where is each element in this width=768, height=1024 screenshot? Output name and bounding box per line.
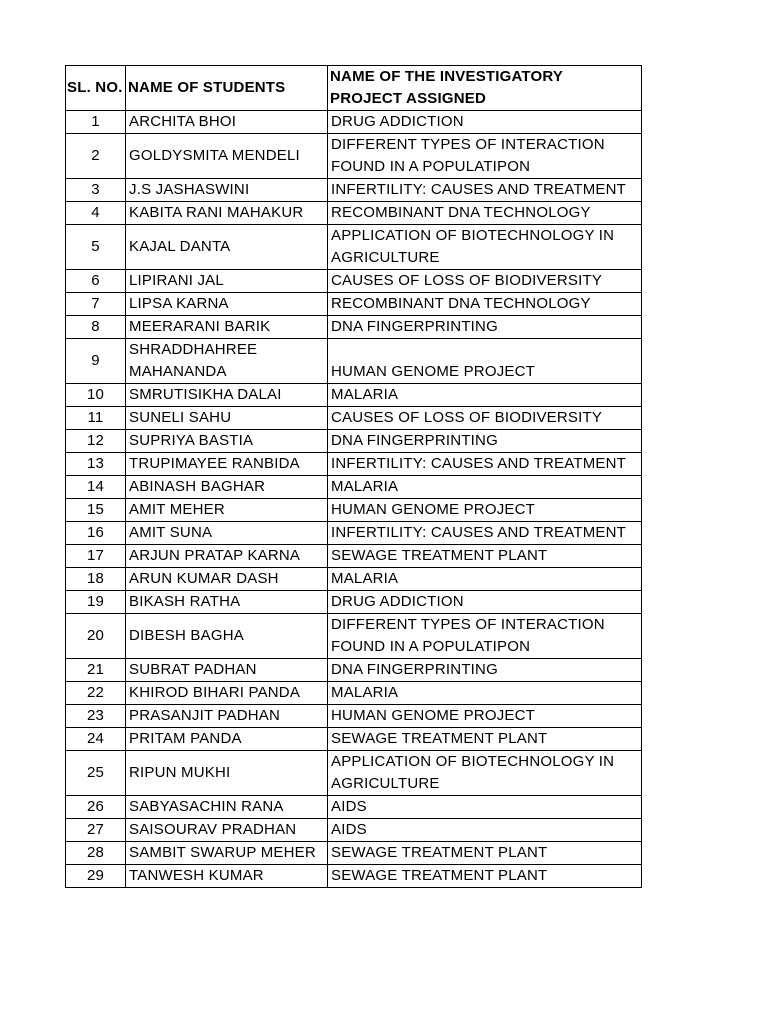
cell-student-name: GOLDYSMITA MENDELI (126, 134, 328, 179)
cell-project-name: DIFFERENT TYPES OF INTERACTION FOUND IN A POPULATIPON (328, 134, 642, 179)
cell-student-name: PRITAM PANDA (126, 728, 328, 751)
cell-student-name: SUBRAT PADHAN (126, 659, 328, 682)
cell-project-name: AIDS (328, 819, 642, 842)
cell-student-name: KAJAL DANTA (126, 225, 328, 270)
table-row (66, 591, 642, 614)
cell-sl-no: 20 (66, 614, 126, 659)
cell-project-name: MALARIA (328, 476, 642, 499)
table-body (66, 111, 642, 888)
cell-student-name: LIPSA KARNA (126, 293, 328, 316)
table-row (66, 453, 642, 476)
header-project-name: NAME OF THE INVESTIGATORY PROJECT ASSIGNED (328, 66, 642, 111)
table-row (66, 865, 642, 888)
cell-student-name: SHRADDHAHREE MAHANANDA (126, 339, 328, 384)
cell-student-name: SUPRIYA BASTIA (126, 430, 328, 453)
cell-student-name: TANWESH KUMAR (126, 865, 328, 888)
table-header (66, 66, 642, 111)
cell-sl-no: 18 (66, 568, 126, 591)
cell-student-name: KABITA RANI MAHAKUR (126, 202, 328, 225)
cell-student-name: MEERARANI BARIK (126, 316, 328, 339)
cell-student-name: AMIT MEHER (126, 499, 328, 522)
project-assignment-table (65, 65, 642, 888)
cell-project-name: AIDS (328, 796, 642, 819)
cell-sl-no: 28 (66, 842, 126, 865)
cell-sl-no: 12 (66, 430, 126, 453)
cell-sl-no: 26 (66, 796, 126, 819)
table-row (66, 819, 642, 842)
cell-project-name: INFERTILITY: CAUSES AND TREATMENT (328, 453, 642, 476)
cell-student-name: PRASANJIT PADHAN (126, 705, 328, 728)
cell-sl-no: 6 (66, 270, 126, 293)
cell-student-name: J.S JASHASWINI (126, 179, 328, 202)
cell-sl-no: 14 (66, 476, 126, 499)
cell-project-name: SEWAGE TREATMENT PLANT (328, 865, 642, 888)
cell-sl-no: 25 (66, 751, 126, 796)
cell-student-name: LIPIRANI JAL (126, 270, 328, 293)
cell-project-name: DNA FINGERPRINTING (328, 430, 642, 453)
table-row (66, 407, 642, 430)
cell-student-name: RIPUN MUKHI (126, 751, 328, 796)
cell-sl-no: 22 (66, 682, 126, 705)
cell-project-name: HUMAN GENOME PROJECT (328, 499, 642, 522)
cell-project-name: INFERTILITY: CAUSES AND TREATMENT (328, 179, 642, 202)
cell-project-name: APPLICATION OF BIOTECHNOLOGY IN AGRICULTURE (328, 225, 642, 270)
cell-sl-no: 27 (66, 819, 126, 842)
table-row (66, 614, 642, 659)
cell-project-name: SEWAGE TREATMENT PLANT (328, 728, 642, 751)
cell-project-name: HUMAN GENOME PROJECT (328, 705, 642, 728)
table-row (66, 751, 642, 796)
table-row (66, 682, 642, 705)
table-row (66, 568, 642, 591)
table-row (66, 728, 642, 751)
cell-project-name: SEWAGE TREATMENT PLANT (328, 545, 642, 568)
table-row (66, 476, 642, 499)
cell-student-name: SAMBIT SWARUP MEHER (126, 842, 328, 865)
cell-project-name: CAUSES OF LOSS OF BIODIVERSITY (328, 270, 642, 293)
table-row (66, 659, 642, 682)
cell-project-name: RECOMBINANT DNA TECHNOLOGY (328, 293, 642, 316)
cell-project-name: HUMAN GENOME PROJECT (328, 339, 642, 384)
cell-sl-no: 10 (66, 384, 126, 407)
table-row (66, 522, 642, 545)
cell-project-name: DNA FINGERPRINTING (328, 316, 642, 339)
header-sl-no: SL. NO. (66, 66, 126, 111)
cell-sl-no: 3 (66, 179, 126, 202)
table-row (66, 705, 642, 728)
cell-project-name: INFERTILITY: CAUSES AND TREATMENT (328, 522, 642, 545)
cell-project-name: MALARIA (328, 682, 642, 705)
table-row (66, 202, 642, 225)
table-row (66, 796, 642, 819)
cell-sl-no: 9 (66, 339, 126, 384)
table-row (66, 293, 642, 316)
cell-project-name: DNA FINGERPRINTING (328, 659, 642, 682)
cell-project-name: SEWAGE TREATMENT PLANT (328, 842, 642, 865)
cell-student-name: AMIT SUNA (126, 522, 328, 545)
cell-student-name: ARUN KUMAR DASH (126, 568, 328, 591)
cell-sl-no: 11 (66, 407, 126, 430)
cell-project-name: RECOMBINANT DNA TECHNOLOGY (328, 202, 642, 225)
table-row (66, 179, 642, 202)
cell-student-name: ARJUN PRATAP KARNA (126, 545, 328, 568)
table-row (66, 499, 642, 522)
cell-student-name: DIBESH BAGHA (126, 614, 328, 659)
cell-project-name: MALARIA (328, 568, 642, 591)
cell-sl-no: 17 (66, 545, 126, 568)
cell-sl-no: 8 (66, 316, 126, 339)
cell-project-name: APPLICATION OF BIOTECHNOLOGY IN AGRICULTURE (328, 751, 642, 796)
cell-sl-no: 1 (66, 111, 126, 134)
cell-student-name: ABINASH BAGHAR (126, 476, 328, 499)
cell-project-name: DRUG ADDICTION (328, 591, 642, 614)
cell-student-name: TRUPIMAYEE RANBIDA (126, 453, 328, 476)
cell-sl-no: 21 (66, 659, 126, 682)
cell-student-name: ARCHITA BHOI (126, 111, 328, 134)
table-row (66, 339, 642, 384)
cell-sl-no: 7 (66, 293, 126, 316)
cell-sl-no: 15 (66, 499, 126, 522)
cell-project-name: DIFFERENT TYPES OF INTERACTION FOUND IN A POPULATIPON (328, 614, 642, 659)
cell-sl-no: 2 (66, 134, 126, 179)
cell-project-name: MALARIA (328, 384, 642, 407)
table-row (66, 545, 642, 568)
cell-sl-no: 5 (66, 225, 126, 270)
table-row (66, 111, 642, 134)
cell-student-name: SMRUTISIKHA DALAI (126, 384, 328, 407)
header-row (66, 66, 642, 111)
cell-sl-no: 24 (66, 728, 126, 751)
cell-project-name: DRUG ADDICTION (328, 111, 642, 134)
table-row (66, 316, 642, 339)
table-row (66, 842, 642, 865)
table-row (66, 270, 642, 293)
table-row (66, 430, 642, 453)
table-row (66, 134, 642, 179)
cell-sl-no: 19 (66, 591, 126, 614)
cell-student-name: SABYASACHIN RANA (126, 796, 328, 819)
header-student-name: NAME OF STUDENTS (126, 66, 328, 111)
cell-student-name: BIKASH RATHA (126, 591, 328, 614)
cell-project-name: CAUSES OF LOSS OF BIODIVERSITY (328, 407, 642, 430)
cell-sl-no: 4 (66, 202, 126, 225)
cell-student-name: SAISOURAV PRADHAN (126, 819, 328, 842)
table-row (66, 384, 642, 407)
cell-student-name: KHIROD BIHARI PANDA (126, 682, 328, 705)
cell-sl-no: 23 (66, 705, 126, 728)
cell-sl-no: 29 (66, 865, 126, 888)
cell-student-name: SUNELI SAHU (126, 407, 328, 430)
cell-sl-no: 16 (66, 522, 126, 545)
cell-sl-no: 13 (66, 453, 126, 476)
table-row (66, 225, 642, 270)
